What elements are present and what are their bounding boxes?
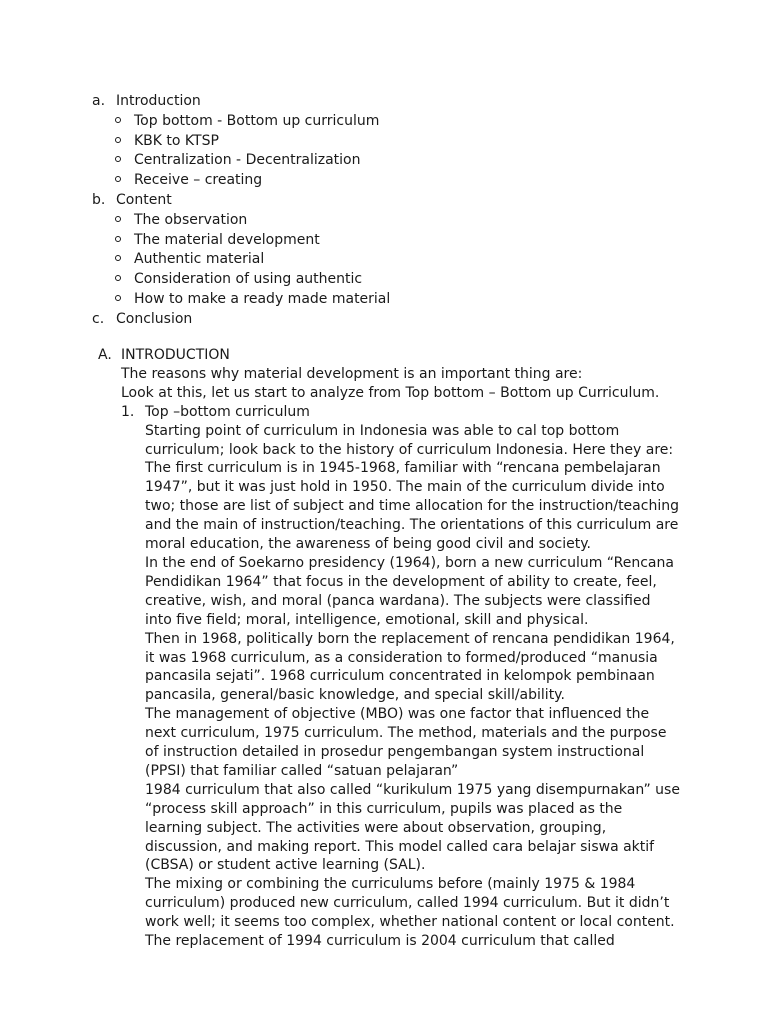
circle-bullet-icon — [115, 156, 121, 162]
outline-subitem-label: Authentic material — [134, 251, 265, 268]
body-paragraph: The replacement of 1994 curriculum is 2004 curriculum that called — [145, 933, 615, 950]
subsection-marker: 1. — [121, 403, 135, 420]
outline-subitem-label: How to make a ready made material — [134, 290, 391, 307]
body-paragraph: In the end of Soekarno presidency (1964), born a new curriculum “Rencana Pendidikan 1964” that focus in the development of ability to create, feel, creative, wish, and moral (panca wardana). The subjects were classified into five field; moral, intelligence, emotional, skill and physical. — [145, 554, 674, 628]
introduction-section — [98, 346, 680, 951]
intro-line: The reasons why material development is an important thing are: — [121, 365, 583, 382]
outline-label: Introduction — [116, 93, 201, 109]
circle-bullet-icon — [115, 255, 121, 261]
outline-subitem-label: Consideration of using authentic — [134, 271, 363, 288]
circle-bullet-icon — [115, 295, 121, 301]
circle-bullet-icon — [115, 176, 121, 182]
outline-subitem — [92, 132, 390, 152]
outline-subitem-label: The material development — [134, 231, 320, 248]
section-marker: A. — [98, 347, 112, 363]
outline-subitem-label: KBK to KTSP — [134, 132, 219, 149]
body-paragraph: The management of objective (MBO) was one factor that influenced the next curriculum, 1975 curriculum. The method, materials and the purpose of instruction detailed in prosedur pengembangan system instructional (PPSI) that familiar called “satuan pelajaran” — [145, 706, 667, 779]
outline-item-content — [92, 191, 390, 211]
outline-subitem-label: Receive – creating — [134, 172, 263, 189]
body-paragraph: Then in 1968, politically born the replacement of rencana pendidikan 1964, it was 1968 curriculum, as a consideration to formed/produced “manusia pancasila sejati”. 1968 curriculum concentrated in kelompok pembinaan pancasila, general/basic knowledge, and special skill/ability. — [145, 630, 675, 704]
body-paragraph: The first curriculum is in 1945-1968, familiar with “rencana pembelajaran 1947”, but it was just hold in 1950. The main of the curriculum divide into two; those are list of subject and time allocation for the instruction/teaching and the main of instruction/teaching. The orientations of this curriculum are moral education, the awareness of being good civil and society. — [145, 460, 679, 553]
circle-bullet-icon — [115, 117, 121, 123]
circle-bullet-icon — [115, 216, 121, 222]
outline-subitem — [92, 151, 390, 171]
section-title: INTRODUCTION — [121, 347, 230, 363]
body-paragraph: The mixing or combining the curriculums before (mainly 1975 & 1984 curriculum) produced new curriculum, called 1994 curriculum. But it didn’t work well; it seems too complex, whether national content or local content. — [145, 876, 675, 931]
circle-bullet-icon — [115, 275, 121, 281]
outline-subitem — [92, 270, 390, 290]
circle-bullet-icon — [115, 137, 121, 143]
body-paragraph: Starting point of curriculum in Indonesia was able to cal top bottom curriculum; look back to the history of curriculum Indonesia. Here they are: — [145, 422, 674, 458]
outline-subitem-label: Centralization - Decentralization — [134, 152, 361, 169]
subsection-heading — [98, 403, 680, 422]
outline-marker: c. — [92, 310, 105, 327]
outline-subitem — [92, 211, 390, 231]
outline-subitem — [92, 231, 390, 251]
intro-line: Look at this, let us start to analyze from Top bottom – Bottom up Curriculum. — [121, 384, 660, 401]
outline-subitem-label: Top bottom - Bottom up curriculum — [134, 112, 380, 129]
table-of-contents — [92, 92, 390, 330]
subsection-body — [145, 422, 680, 951]
circle-bullet-icon — [115, 236, 121, 242]
outline-label: Content — [116, 191, 172, 208]
outline-item-introduction — [92, 92, 390, 112]
subsection-title: Top –bottom curriculum — [145, 403, 310, 420]
body-paragraph: 1984 curriculum that also called “kurikulum 1975 yang disempurnakan” use “process skill approach” in this curriculum, pupils was placed as the learning subject. The activities were about observation, grouping, discussion, and making report. This model called cara belajar siswa aktif (CBSA) or student active learning (SAL). — [145, 781, 680, 874]
outline-subitem — [92, 171, 390, 191]
outline-subitem-label: The observation — [134, 211, 248, 228]
outline-subitem — [92, 250, 390, 270]
outline-subitem — [92, 290, 390, 310]
outline-item-conclusion — [92, 310, 390, 330]
outline-subitem — [92, 112, 390, 132]
outline-label: Conclusion — [116, 310, 193, 327]
outline-marker: b. — [92, 191, 106, 208]
section-heading — [98, 346, 680, 365]
outline-marker: a. — [92, 93, 106, 109]
